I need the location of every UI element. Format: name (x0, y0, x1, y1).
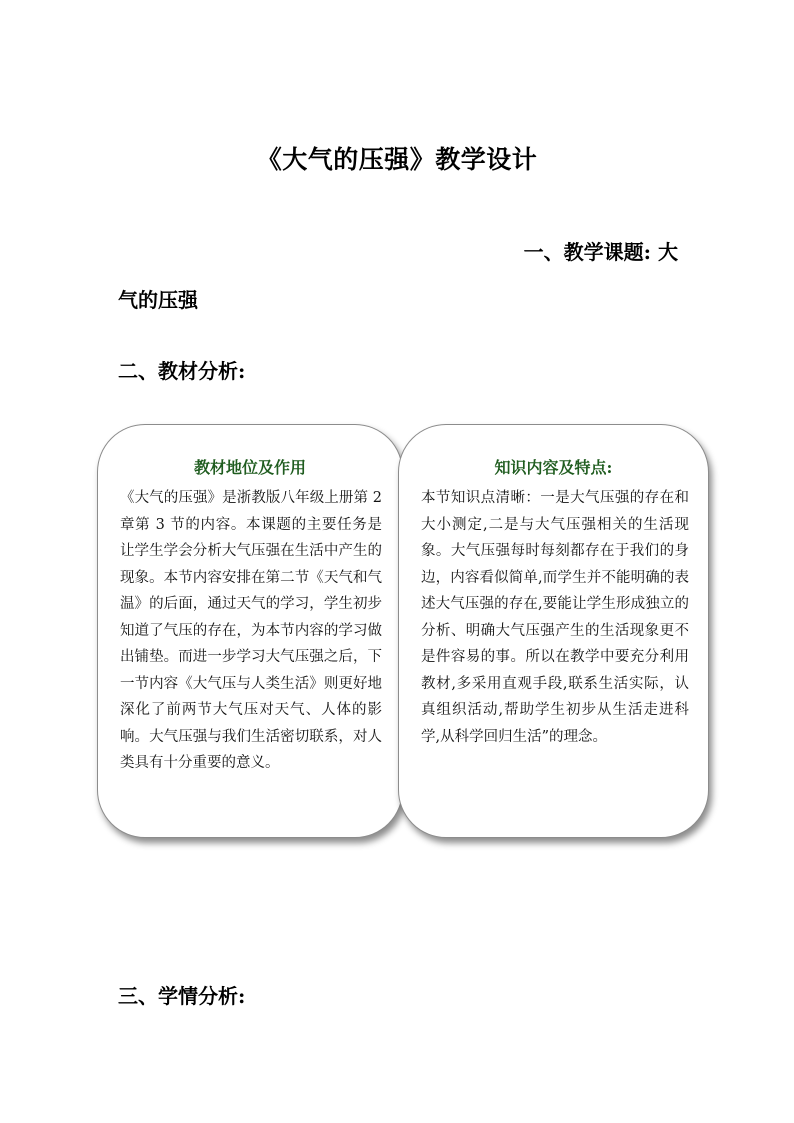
teaching-topic-value: 气的压强 (118, 288, 198, 312)
section-learner-analysis-heading: 三、学情分析: (118, 984, 246, 1008)
card-body: 本节知识点清晰：一是大气压强的存在和大小测定,二是与大气压强相关的生活现象。大气压强每时每刻都存在于我们的身边，内容看似简单,而学生并不能明确的表述大气压强的存在,要能让学生形成独立的分析、明确大气压强产生的生活现象更不是件容易的事。所以在教学中要充分利用教材,多采用直观手段,联系生活实际，认真组织活动,帮助学生初步从生活走进科学,从科学回归生活”的理念。 (421, 490, 689, 745)
card-body: 《大气的压强》是浙教版八年级上册第 2 章第 3 节的内容。本课题的主要任务是让学生学会分析大气压强在生活中产生的现象。本节内容安排在第二节《天气和气温》的后面，通过天气的学习，学生初步知道了气压的存在，为本节内容的学习做出铺垫。而进一步学习大气压强之后，下一节内容《大气压与人类生活》则更好地深化了前两节大气压对天气、人体的影响。大气压强与我们生活密切联系，对人类具有十分重要的意义。 (120, 490, 382, 771)
section-teaching-topic (118, 228, 678, 324)
section-material-analysis-heading: 二、教材分析: (118, 359, 246, 383)
material-position-card (97, 424, 403, 838)
card-title: 教材地位及作用 (193, 458, 306, 477)
knowledge-content-card (398, 424, 709, 838)
card-title: 知识内容及特点: (494, 458, 613, 477)
page-title: 《大气的压强》教学设计 (256, 145, 538, 174)
teaching-topic-heading: 一、教学课题: 大 (523, 240, 678, 264)
